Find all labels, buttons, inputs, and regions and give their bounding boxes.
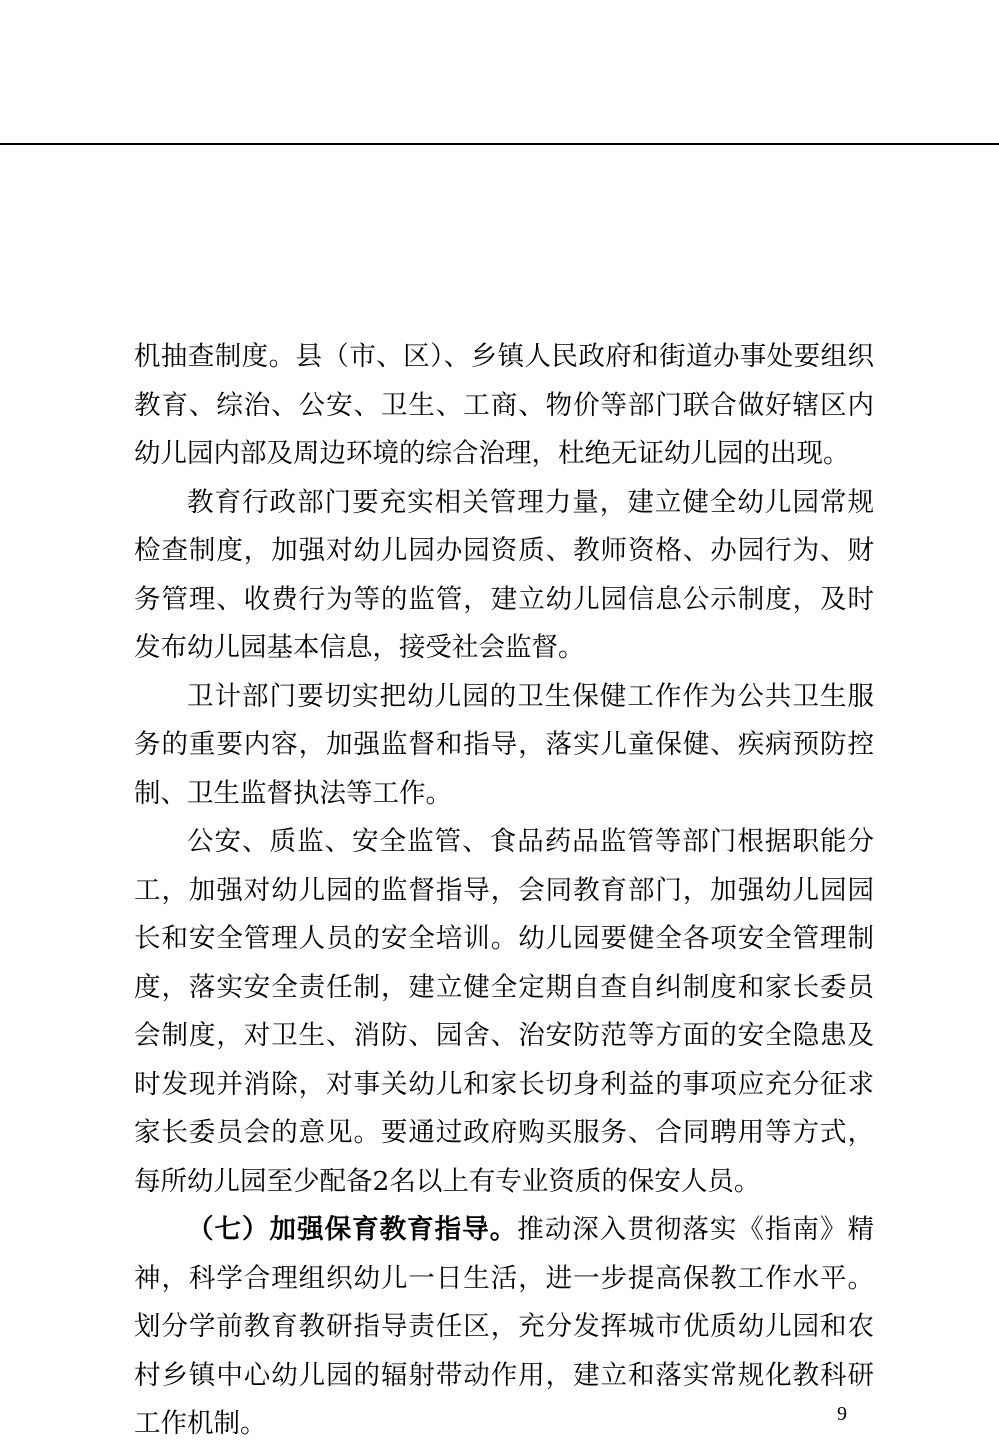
paragraph-safety-depts: 公安、质监、安全监管、食品药品监管等部门根据职能分工，加强对幼儿园的监督指导，会同教育部门，加强幼儿园园长和安全管理人员的安全培训。幼儿园要健全各项安全管理制度，落实安全责任制，建立健全定期自查自纠制度和家长委员会制度，对卫生、消防、园舍、治安防范等方面的安全隐患及时发现并消除，对事关幼儿和家长切身利益的事项应充分征求家长委员会的意见。要通过政府购买服务、合同聘用等方式，每所幼儿园至少配备2名以上有专业资质的保安人员。 [134,826,874,1197]
paragraph-health-dept: 卫计部门要切实把幼儿园的卫生保健工作作为公共卫生服务的重要内容，加强监督和指导，落实儿童保健、疾病预防控制、卫生监督执法等工作。 [134,680,874,809]
section-7-text: 推动深入贯彻落实《指南》精神，科学合理组织幼儿一日生活，进一步提高保教工作水平。划分学前教育教研指导责任区，充分发挥城市优质幼儿园和农村乡镇中心幼儿园的辐射带动作用，建立和落实常规化教科研工作机制。 [134,1214,874,1439]
paragraph-education-dept: 教育行政部门要充实相关管理力量，建立健全幼儿园常规检查制度，加强对幼儿园办园资质、教师资格、办园行为、财务管理、收费行为等的监管，建立幼儿园信息公示制度，及时发布幼儿园基本信息，接受社会监督。 [134,486,874,663]
document-body [134,333,874,1449]
page-number: 9 [837,1403,847,1425]
paragraph-continuation: 机抽查制度。县（市、区）、乡镇人民政府和街道办事处要组织教育、综治、公安、卫生、工商、物价等部门联合做好辖区内幼儿园内部及周边环境的综合治理，杜绝无证幼儿园的出现。 [134,341,874,469]
paragraph-section-7 [134,1206,874,1449]
header-rule [0,143,999,145]
section-7-heading: （七）加强保育教育指导。 [187,1214,518,1245]
